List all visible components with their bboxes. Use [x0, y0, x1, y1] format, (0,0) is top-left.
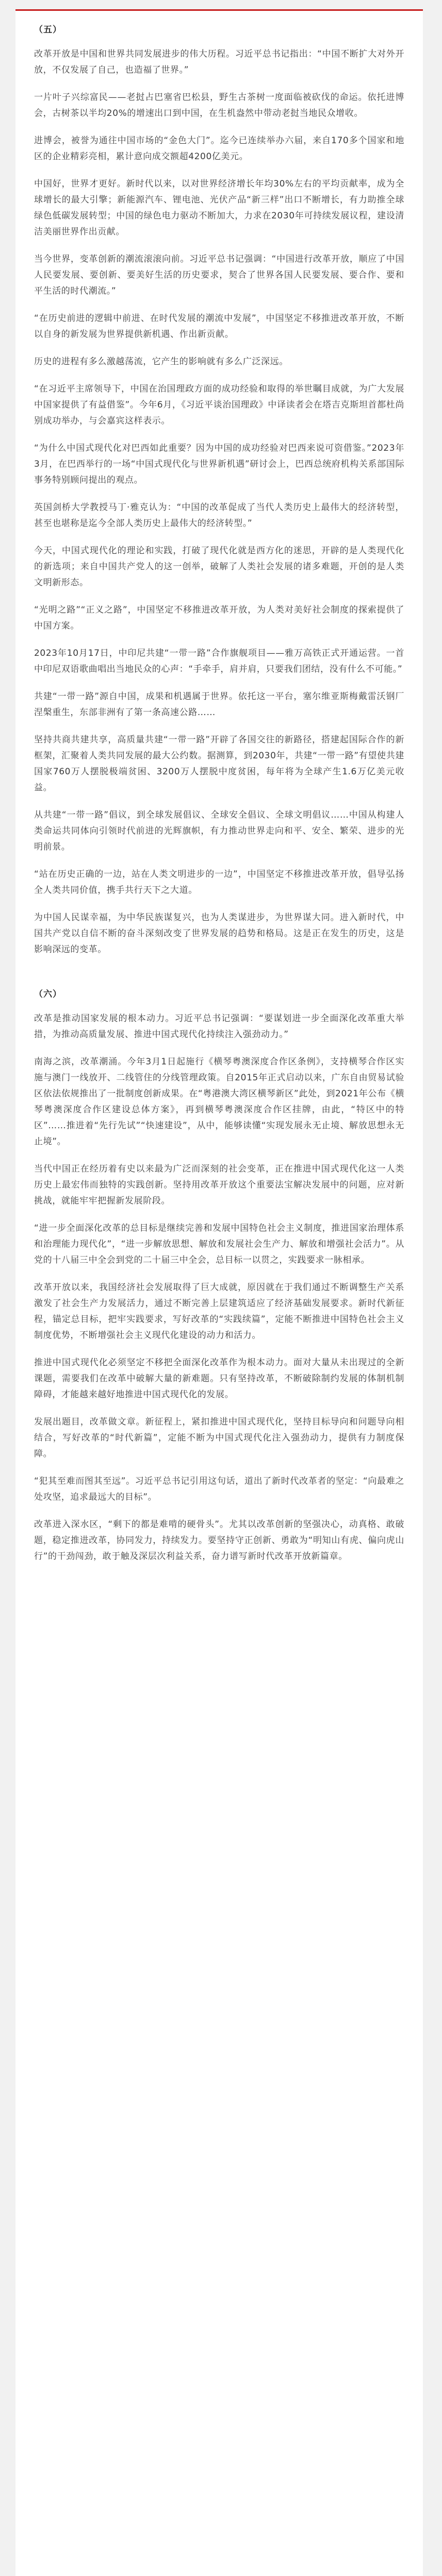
- paragraph: 为中国人民谋幸福，为中华民族谋复兴，也为人类谋进步，为世界谋大同。进入新时代，中国共产党以自信不断的奋斗深刻改变了世界发展的趋势和格局。这是正在发生的历史，这是影响深远的变革。: [34, 912, 404, 955]
- paragraph: “为什么中国式现代化对巴西如此重要？因为中国的成功经验对巴西来说可资借鉴。”2023年3月，在巴西举行的一场“中国式现代化与世界新机遇”研讨会上，巴西总统府机构关系部国际事务特别顾问提出的观点。: [34, 443, 404, 485]
- paragraph: 一片叶子兴综富民——老挝占巴塞省巴松县，野生古茶树一度面临被砍伐的命运。依托进博会，古树茶以半均20%的增速出口到中国，在生机盎然中带动老挝当地民众增收。: [34, 92, 404, 118]
- paragraph: 改革开放以来，我国经济社会发展取得了巨大成就，原因就在于我们通过不断调整生产关系激发了社会生产力发展活力，通过不断完善上层建筑适应了经济基础发展要求。新时代新征程，锚定总目标，把牢实践要求，写好改革的“实践续篇”，定能不断推进中国特色社会主义制度优势，不断增强社会主义现代化建设的动力和活力。: [34, 1282, 404, 1341]
- section-gap: [34, 969, 404, 979]
- paragraph: 今天，中国式现代化的理论和实践，打破了现代化就是西方化的迷思，开辟的是人类现代化的新选项；来自中国共产党人的这一创举，破解了人类社会发展的诸多难题，开创的是人类文明新形态。: [34, 546, 404, 588]
- paragraph: 进博会，被誉为通往中国市场的“金色大门”。迄今已连续举办六届，来自170多个国家和地区的企业精彩亮相，累计意向成交额超4200亿美元。: [34, 135, 404, 162]
- paragraph: 共建“一带一路”源自中国，成果和机遇属于世界。依托这一平台，塞尔维亚斯梅戴雷沃钢厂涅槃重生，东部非洲有了第一条高速公路……: [34, 691, 404, 718]
- paragraph: 当代中国正在经历着有史以来最为广泛而深刻的社会变革，正在推进中国式现代化这一人类历史上最宏伟而独特的实践创新。坚持用改革开放这个重要法宝解决发展中的问题，应对新挑战，就能牢牢把握新发展阶段。: [34, 1164, 404, 1206]
- article-card: [15, 9, 423, 2576]
- paragraph: 从共建“一带一路”倡议，到全球发展倡议、全球安全倡议、全球文明倡议……中国从构建人类命运共同体向引领时代前进的光辉旗帜，有力推动世界走向和平、安全、繁荣、进步的光明前景。: [34, 810, 404, 852]
- paragraph: 历史的进程有多么激越荡流，它产生的影响就有多么广泛深远。: [34, 357, 288, 367]
- paragraph: 改革是推动国家发展的根本动力。习近平总书记强调：“要谋划进一步全面深化改革重大举措，为推动高质量发展、推进中国式现代化持续注入强劲动力。”: [34, 1013, 404, 1040]
- paragraph: 中国好，世界才更好。新时代以来，以对世界经济增长年均30%左右的平均贡献率，成为全球增长的最大引擎；新能源汽车、锂电池、光伏产品“新三样”出口不断增长，有力助推全球绿色低碳发展转型；中国的绿色电力驱动不断加大，力求在2030年可持续发展议程，建设清洁美丽世界作出贡献。: [34, 179, 404, 237]
- paragraph: 2023年10月17日，中印尼共建“一带一路”合作旗舰项目——雅万高铁正式开通运营。一首中印尼双语歌曲唱出当地民众的心声：“手牵手，肩并肩，只要我们团结，没有什么不可能。”: [34, 648, 404, 674]
- paragraph: 南海之滨，改革潮涌。今年3月1日起施行《横琴粤澳深度合作区条例》，支持横琴合作区实施与澳门一线放开、二线管住的分线管理政策。自2015年正式启动以来，广东自由贸易试验区依法依规推出了一批制度创新成果。在“粤港澳大湾区横琴新区”此处，到2021年公布《横琴粤澳深度合作区建设总体方案》，再到横琴粤澳深度合作区挂牌，由此，“特区中的特区”……推进着“先行先试”“快速建设”，从中，能够读懂“实现发展永无止境、解放思想永无止境”。: [34, 1057, 404, 1147]
- paragraph: 当今世界，变革创新的潮流滚滚向前。习近平总书记强调：“中国进行改革开放，顺应了中国人民要发展、要创新、要美好生活的历史要求，契合了世界各国人民要发展、要合作、要和平生活的时代潮流。”: [34, 254, 404, 296]
- paragraph: “站在历史正确的一边，站在人类文明进步的一边”，中国坚定不移推进改革开放，倡导弘扬全人类共同价值，携手共行天下之大道。: [34, 869, 404, 895]
- paragraph: “进一步全面深化改革的总目标是继续完善和发展中国特色社会主义制度，推进国家治理体系和治理能力现代化”，“进一步解放思想、解放和发展社会生产力、解放和增强社会活力”。从党的十八届三中全会到党的二十届三中全会，总目标一以贯之，实践要求一脉相承。: [34, 1223, 404, 1265]
- paragraph: 改革进入深水区，“剩下的都是难啃的硬骨头”。尤其以改革创新的坚强决心，动真格、敢破题，稳定推进改革，协同发力，持续发力。要坚持守正创新、勇敢为“明知山有虎、偏向虎山行”的干劲闯劲，敢于触及深层次利益关系，奋力谱写新时代改革开放新篇章。: [34, 1519, 404, 1562]
- section-heading-5: （五）: [34, 25, 62, 35]
- paragraph: “在习近平主席领导下，中国在治国理政方面的成功经验和取得的举世瞩目成就，为广大发展中国家提供了有益借鉴”。今年6月，《习近平谈治国理政》中译读者会在塔吉克斯坦首都杜尚别成功举办，与会嘉宾这样表示。: [34, 384, 404, 426]
- paragraph: “在历史前进的逻辑中前进、在时代发展的潮流中发展”，中国坚定不移推进改革开放，不断以自身的新发展为世界提供新机遇、作出新贡献。: [34, 313, 404, 340]
- paragraph: 英国剑桥大学教授马丁·雅克认为：“中国的改革促成了当代人类历史上最伟大的经济转型，甚至也堪称是迄今全部人类历史上最伟大的经济转型。”: [34, 502, 404, 529]
- paragraph: 改革开放是中国和世界共同发展进步的伟大历程。习近平总书记指出：“中国不断扩大对外开放，不仅发展了自己，也造福了世界。”: [34, 49, 404, 75]
- paragraph: “光明之路”“正义之路”，中国坚定不移推进改革开放，为人类对美好社会制度的探索提供了中国方案。: [34, 605, 404, 631]
- paragraph: 推进中国式现代化必须坚定不移把全面深化改革作为根本动力。面对大量从未出现过的全新课题，需要我们在改革中破解大量的新难题。只有坚持改革，不断破除制约发展的体制机制障碍，才能越来越好地推进中国式现代化的发展。: [34, 1358, 404, 1400]
- paragraph: “犯其至难而图其至远”。习近平总书记引用这句话，道出了新时代改革者的坚定：“向最难之处攻坚，追求最远大的目标”。: [34, 1476, 404, 1502]
- section-heading-6: （六）: [34, 989, 62, 999]
- paragraph: 坚持共商共建共享，高质量共建“一带一路”开辟了各国交往的新路径，搭建起国际合作的新框架，汇聚着人类共同发展的最大公约数。据测算，到2030年，共建“一带一路”有望使共建国家760万人摆脱极端贫困、3200万人摆脱中度贫困，每年将为全球产生1.6万亿美元收益。: [34, 735, 404, 793]
- paragraph: 发展出题目，改革做文章。新征程上，紧扣推进中国式现代化，坚持目标导向和问题导向相结合，写好改革的“时代新篇”，定能不断为中国式现代化注入强劲动力，提供有力制度保障。: [34, 1417, 404, 1459]
